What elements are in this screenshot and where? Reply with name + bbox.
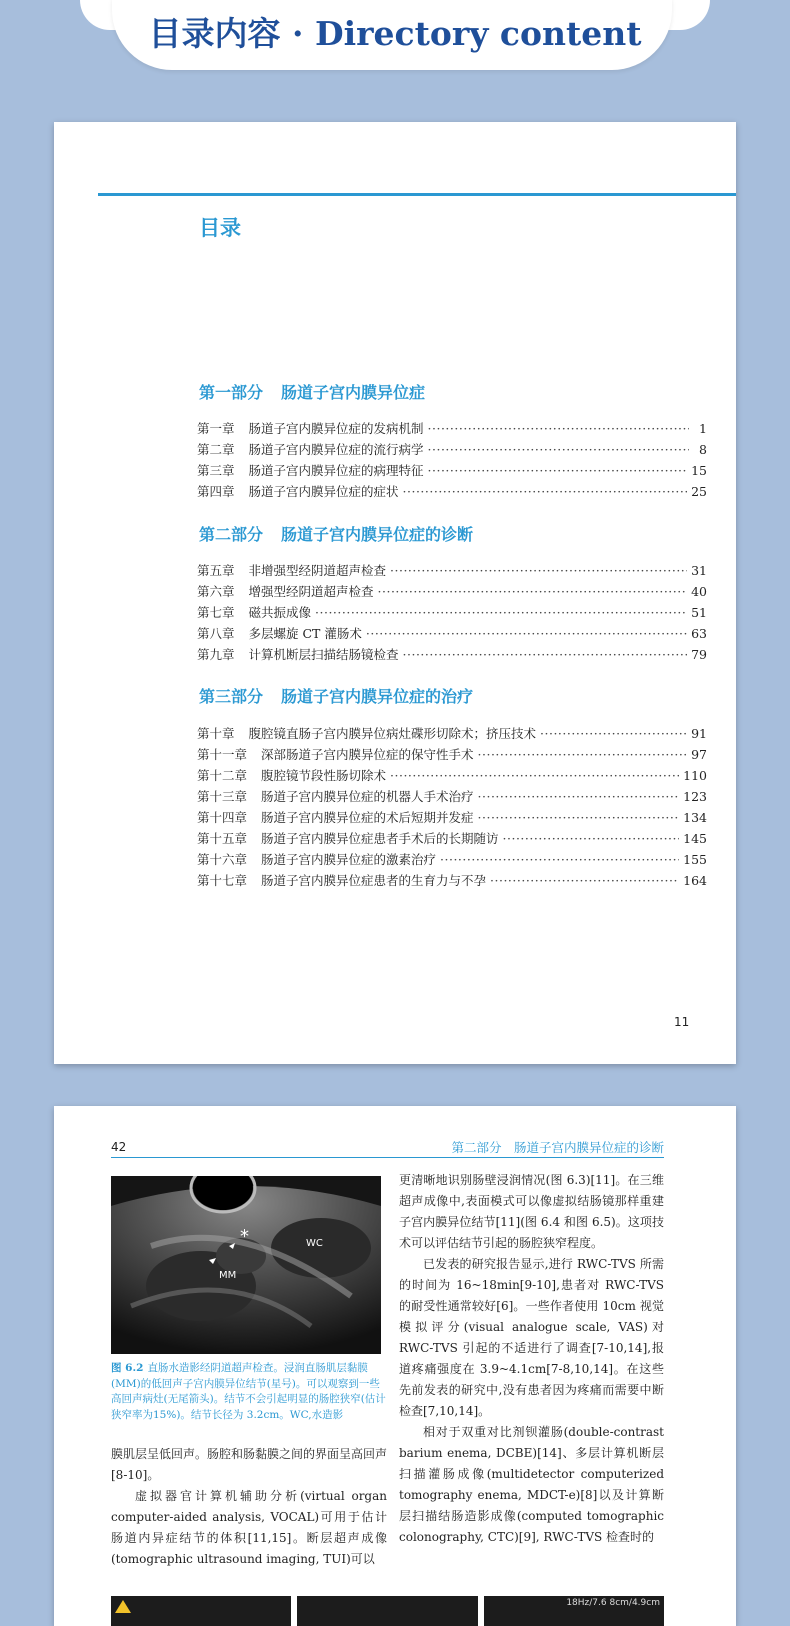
label-wc: WC — [306, 1238, 323, 1249]
chapter-number: 第六章 — [197, 584, 235, 599]
leader-dots — [428, 442, 689, 457]
toc-page — [54, 122, 736, 1064]
label-mm: MM — [219, 1270, 237, 1281]
toc-row — [197, 724, 707, 745]
leader-dots — [440, 852, 679, 867]
leader-dots — [390, 768, 679, 783]
toc-row — [197, 787, 707, 808]
chapter-title: 深部肠道子宫内膜异位症的保守性手术 — [261, 747, 474, 762]
strip-image-2 — [297, 1596, 477, 1626]
part-title-3: 第三部分 肠道子宫内膜异位症的治疗 — [199, 687, 474, 706]
leader-dots — [490, 873, 679, 888]
chapter-number: 第十三章 — [197, 789, 248, 804]
chapter-page: 97 — [691, 747, 707, 762]
figure-caption-text: 直肠水造影经阴道超声检查。浸润直肠肌层黏膜(MM)的低回声子宫内膜异位结节(星号)。可以观察到一些高回声病灶(无尾箭头)。结节不会引起明显的肠腔狭窄(估计狭窄率为15%)。结节长径为 3.2cm。WC,水造影 — [111, 1362, 386, 1421]
chapter-page: 15 — [691, 463, 707, 478]
chapter-page: 79 — [691, 647, 707, 662]
chapter-number: 第十四章 — [197, 810, 248, 825]
chapter-list-part-1 — [197, 419, 707, 503]
chapter-page: 51 — [691, 605, 707, 620]
leader-dots — [390, 563, 687, 578]
header-title: 目录内容 · Directory content — [148, 14, 642, 53]
image-strip — [111, 1596, 664, 1626]
leader-dots — [403, 647, 688, 662]
warning-icon — [115, 1600, 131, 1613]
toc-row — [197, 440, 707, 461]
leader-dots — [428, 421, 689, 436]
strip-image-1 — [111, 1596, 291, 1626]
chapter-title: 肠道子宫内膜异位症的病理特征 — [248, 463, 424, 478]
figure-label: 图 6.2 — [111, 1362, 144, 1374]
paragraph: 已发表的研究报告显示,进行 RWC-TVS 所需的时间为 16~18min[9-10],患者对 RWC-TVS 的耐受性通常较好[6]。一些作者使用 10cm 视觉模拟评分(visual analogue scale, VAS)对 RWC-TVS 引起的不适进行了调查[7-10,14],报道疼痛强度在 3.9~4.1cm[7-8,10,14]。在这些先前发表的研究中,没有患者因为疼痛而需要中断检查[7,10,14]。 — [399, 1257, 664, 1418]
chapter-page: 8 — [699, 442, 707, 457]
part-title-1: 第一部分 肠道子宫内膜异位症 — [199, 383, 426, 402]
chapter-number: 第一章 — [197, 421, 235, 436]
paragraph: 膜肌层呈低回声。肠腔和肠黏膜之间的界面呈高回声[8-10]。 — [111, 1447, 388, 1482]
chapter-page: 164 — [683, 873, 707, 888]
chapter-number: 第十五章 — [197, 831, 248, 846]
chapter-number: 第十二章 — [197, 768, 248, 783]
toc-row — [197, 645, 707, 666]
toc-row — [197, 603, 707, 624]
chapter-number: 第十章 — [197, 726, 235, 741]
right-column — [399, 1170, 664, 1548]
chapter-page: 155 — [683, 852, 707, 867]
leader-dots — [478, 810, 680, 825]
chapter-title: 腹腔镜节段性肠切除术 — [261, 768, 387, 783]
chapter-number: 第七章 — [197, 605, 235, 620]
chapter-number: 第十一章 — [197, 747, 248, 762]
page-number: 42 — [111, 1140, 127, 1154]
chapter-title: 增强型经阴道超声检查 — [248, 584, 374, 599]
leader-dots — [378, 584, 688, 599]
chapter-number: 第五章 — [197, 563, 235, 578]
chapter-number: 第三章 — [197, 463, 235, 478]
toc-row — [197, 829, 707, 850]
chapter-page: 110 — [683, 768, 707, 783]
toc-row — [197, 561, 707, 582]
chapter-list-part-3 — [197, 724, 707, 892]
toc-row — [197, 419, 707, 440]
chapter-title: 肠道子宫内膜异位症的流行病学 — [248, 442, 424, 457]
header-rule — [111, 1157, 664, 1158]
chapter-page: 123 — [683, 789, 707, 804]
toc-row — [197, 582, 707, 603]
toc-row — [197, 871, 707, 892]
left-column — [111, 1444, 387, 1570]
chapter-number: 第十七章 — [197, 873, 248, 888]
top-rule — [98, 193, 736, 196]
chapter-number: 第十六章 — [197, 852, 248, 867]
leader-dots — [428, 463, 688, 478]
chapter-page: 145 — [683, 831, 707, 846]
paragraph: 相对于双重对比剂钡灌肠(double-contrast barium enema, DCBE)[14]、多层计算机断层扫描灌肠成像(multidetector computerized tomography enema, MDCT-e)[8]以及计算断层扫描结肠造影成像(computed tomographic colonography, CTC)[9], RWC-TVS 检查时的 — [399, 1425, 664, 1544]
content-page — [54, 1106, 736, 1626]
chapter-title: 计算机断层扫描结肠镜检查 — [248, 647, 399, 662]
leader-dots — [315, 605, 687, 620]
label-star: * — [240, 1226, 249, 1247]
chapter-title: 肠道子宫内膜异位症的术后短期并发症 — [261, 810, 474, 825]
toc-row — [197, 482, 707, 503]
leader-dots — [540, 726, 687, 741]
chapter-page: 25 — [691, 484, 707, 499]
strip-label: 18Hz/7.6 8cm/4.9cm — [566, 1598, 660, 1608]
running-header: 第二部分 肠道子宫内膜异位症的诊断 — [451, 1140, 664, 1155]
chapter-number: 第四章 — [197, 484, 235, 499]
paragraph: 更清晰地识别肠壁浸润情况(图 6.3)[11]。在三维超声成像中,表面模式可以像虚拟结肠镜那样重建子宫内膜异位结节[11](图 6.4 和图 6.5)。这项技术可以评估结节引起的肠腔狭窄程度。 — [399, 1173, 664, 1250]
chapter-page: 63 — [691, 626, 707, 641]
chapter-title: 多层螺旋 CT 灌肠术 — [248, 626, 362, 641]
paragraph: 虚拟器官计算机辅助分析(virtual organ computer-aided analysis, VOCAL)可用于估计肠道内异症结节的体积[11,15]。断层超声成像(tomographic ultrasound imaging, TUI)可以 — [111, 1489, 387, 1566]
ultrasound-image — [111, 1176, 381, 1354]
chapter-title: 肠道子宫内膜异位症的发病机制 — [248, 421, 424, 436]
chapter-page: 134 — [683, 810, 707, 825]
toc-row — [197, 624, 707, 645]
chapter-page: 40 — [691, 584, 707, 599]
figure-caption — [111, 1361, 387, 1423]
leader-dots — [366, 626, 687, 641]
chapter-title: 肠道子宫内膜异位症患者的生育力与不孕 — [261, 873, 487, 888]
chapter-page: 1 — [699, 421, 707, 436]
chapter-title: 肠道子宫内膜异位症的激素治疗 — [261, 852, 437, 867]
chapter-page: 91 — [691, 726, 707, 741]
leader-dots — [403, 484, 688, 499]
toc-row — [197, 766, 707, 787]
leader-dots — [478, 747, 688, 762]
chapter-list-part-2 — [197, 561, 707, 666]
chapter-title: 腹腔镜直肠子宫内膜异位病灶碟形切除术；挤压技术 — [248, 726, 537, 741]
chapter-title: 肠道子宫内膜异位症的症状 — [248, 484, 399, 499]
part-title-2: 第二部分 肠道子宫内膜异位症的诊断 — [199, 525, 474, 544]
chapter-page: 31 — [691, 563, 707, 578]
chapter-title: 非增强型经阴道超声检查 — [248, 563, 387, 578]
chapter-number: 第九章 — [197, 647, 235, 662]
leader-dots — [503, 831, 680, 846]
strip-image-3 — [484, 1596, 664, 1626]
chapter-number: 第二章 — [197, 442, 235, 457]
chapter-title: 肠道子宫内膜异位症患者手术后的长期随访 — [261, 831, 499, 846]
chapter-title: 肠道子宫内膜异位症的机器人手术治疗 — [261, 789, 474, 804]
page-number: 11 — [674, 1015, 690, 1029]
leader-dots — [478, 789, 680, 804]
toc-row — [197, 808, 707, 829]
toc-title: 目录 — [199, 216, 241, 240]
toc-row — [197, 745, 707, 766]
chapter-title: 磁共振成像 — [248, 605, 312, 620]
toc-row — [197, 850, 707, 871]
toc-row — [197, 461, 707, 482]
chapter-number: 第八章 — [197, 626, 235, 641]
